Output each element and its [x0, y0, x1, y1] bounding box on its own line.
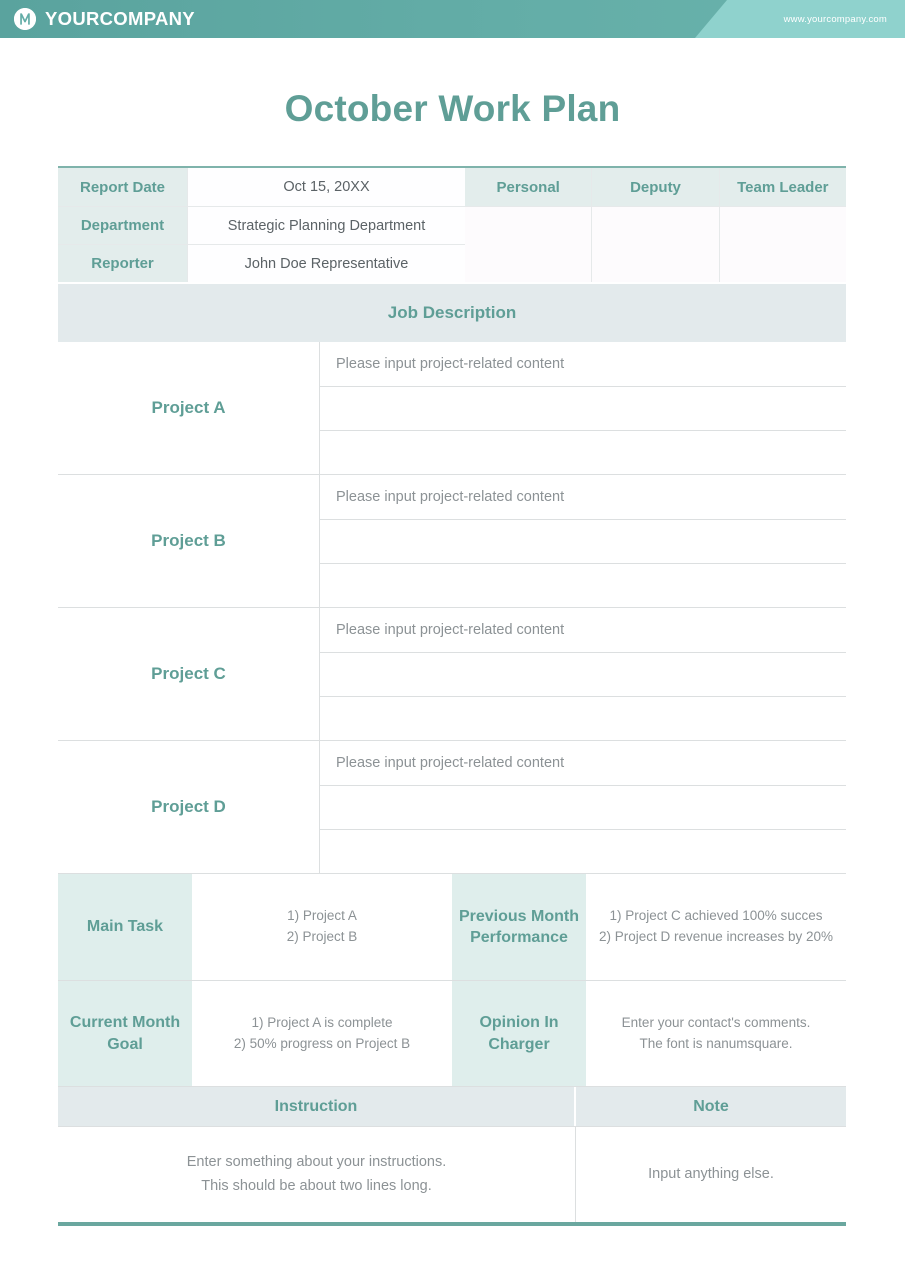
company-website[interactable]: www.yourcompany.com [783, 13, 887, 25]
main-task-label: Main Task [58, 874, 192, 980]
project-b-line-1[interactable]: Please input project-related content [336, 489, 565, 505]
footer-bodies [58, 1126, 846, 1226]
brand-logo[interactable] [14, 0, 195, 38]
reporter-value[interactable]: John Doe Representative [188, 245, 465, 282]
note-value[interactable] [576, 1127, 846, 1222]
department-label: Department [58, 207, 188, 244]
previous-month-line-1: 1) Project C achieved 100% succes [609, 908, 823, 924]
project-c-label: Project C [58, 608, 320, 740]
project-a-lines [320, 342, 846, 474]
project-d-line-1[interactable]: Please input project-related content [336, 755, 565, 771]
signature-columns [465, 168, 846, 282]
table-row [58, 740, 846, 873]
footer-blocks [58, 1086, 846, 1226]
signature-column-deputy [591, 168, 718, 282]
current-month-goal-value[interactable] [192, 981, 452, 1086]
instruction-line-1: Enter something about your instructions. [186, 1154, 447, 1171]
project-d-line-3[interactable] [320, 829, 846, 873]
project-d-label: Project D [58, 741, 320, 873]
main-task-line-1: 1) Project A [287, 908, 357, 924]
current-month-goal-line-2: 2) 50% progress on Project B [233, 1035, 411, 1051]
deputy-label: Deputy [592, 168, 718, 206]
project-c-lines [320, 608, 846, 740]
table-row [58, 342, 846, 474]
project-c-line-1[interactable]: Please input project-related content [336, 622, 565, 638]
personal-label: Personal [465, 168, 591, 206]
current-month-goal-label: Current Month Goal [58, 981, 192, 1086]
company-name: YOURCOMPANY [45, 8, 195, 29]
instruction-value[interactable] [58, 1127, 576, 1222]
table-row [58, 607, 846, 740]
signature-column-personal [465, 168, 591, 282]
page-title: October Work Plan [284, 88, 621, 129]
report-info-fields [58, 168, 465, 282]
instruction-line-2: This should be about two lines long. [201, 1177, 432, 1194]
signature-column-team-leader [719, 168, 846, 282]
opinion-line-2: The font is nanumsquare. [639, 1035, 793, 1051]
project-list [58, 342, 846, 873]
project-a-line-2[interactable] [320, 386, 846, 430]
department-value[interactable]: Strategic Planning Department [188, 207, 465, 244]
project-a-line-1[interactable]: Please input project-related content [336, 356, 565, 372]
note-line-1: Input anything else. [648, 1165, 774, 1182]
circle-m-logo-icon [14, 8, 36, 30]
project-a-label: Project A [58, 342, 320, 474]
report-info-table [58, 166, 846, 282]
team-leader-signature-field[interactable] [720, 206, 846, 282]
table-row [58, 206, 465, 244]
note-label: Note [576, 1087, 846, 1126]
table-row [58, 244, 465, 282]
project-b-line-3[interactable] [320, 563, 846, 607]
personal-signature-field[interactable] [465, 206, 591, 282]
report-date-value[interactable]: Oct 15, 20XX [188, 168, 465, 206]
page-header [0, 0, 905, 38]
main-task-value[interactable] [192, 874, 452, 980]
project-d-line-2[interactable] [320, 785, 846, 829]
table-row [58, 474, 846, 607]
report-date-label: Report Date [58, 168, 188, 206]
previous-month-line-2: 2) Project D revenue increases by 20% [598, 929, 834, 944]
opinion-in-charger-value[interactable] [586, 981, 846, 1086]
work-plan-sheet [58, 166, 846, 1226]
project-b-line-2[interactable] [320, 519, 846, 563]
summary-grid [58, 873, 846, 1086]
current-month-goal-line-1: 1) Project A is complete [251, 1014, 393, 1030]
project-b-label: Project B [58, 475, 320, 607]
opinion-line-1: Enter your contact's comments. [621, 1014, 811, 1030]
table-row [58, 874, 846, 980]
team-leader-label: Team Leader [720, 168, 846, 206]
opinion-in-charger-label: Opinion In Charger [452, 981, 586, 1086]
project-a-line-3[interactable] [320, 430, 846, 474]
deputy-signature-field[interactable] [592, 206, 718, 282]
footer-headers [58, 1086, 846, 1126]
reporter-label: Reporter [58, 245, 188, 282]
project-b-lines [320, 475, 846, 607]
project-c-line-2[interactable] [320, 652, 846, 696]
instruction-label: Instruction [58, 1087, 576, 1126]
table-row [58, 980, 846, 1086]
previous-month-performance-label: Previous Month Performance [452, 874, 586, 980]
previous-month-performance-value[interactable] [586, 874, 846, 980]
project-d-lines [320, 741, 846, 873]
table-row [58, 168, 465, 206]
main-task-line-2: 2) Project B [286, 929, 358, 944]
project-c-line-3[interactable] [320, 696, 846, 740]
job-description-band: Job Description [58, 284, 846, 342]
